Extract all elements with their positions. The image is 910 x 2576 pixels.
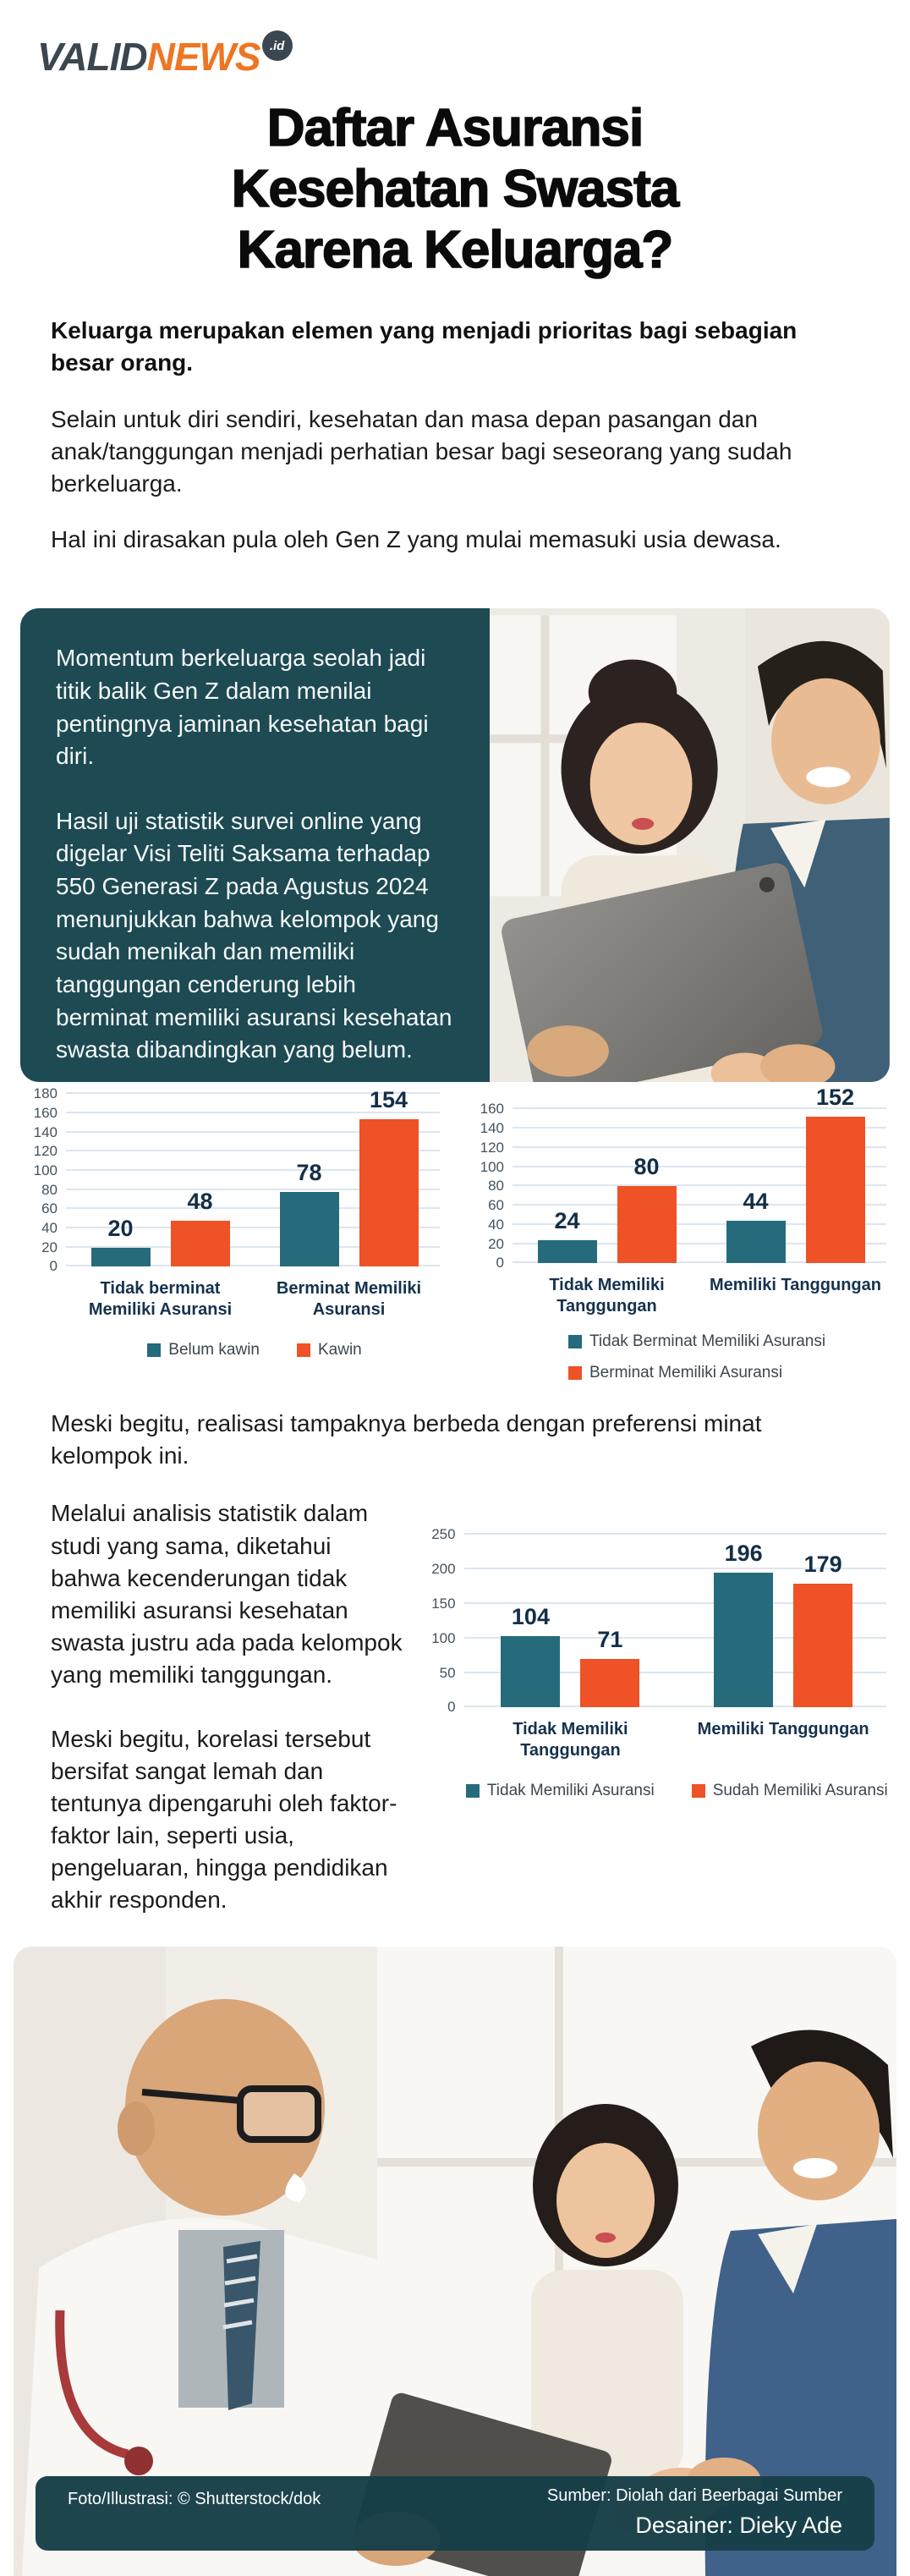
y-tick-label: 80 [41, 1181, 58, 1198]
logo-news-text: NEWS [146, 35, 260, 79]
legend-label: Tidak Memiliki Asuransi [486, 1782, 655, 1800]
plot-area [513, 1085, 890, 1263]
bar [280, 1192, 339, 1266]
y-tick-label: 60 [488, 1197, 504, 1214]
chart-plot-row [467, 1085, 890, 1272]
bar-wrapper [714, 1535, 773, 1707]
bar-wrapper [793, 1535, 852, 1707]
y-tick-label: 40 [41, 1219, 58, 1236]
y-tick-label: 250 [431, 1526, 456, 1543]
logo-valid-text: VALID [37, 35, 147, 79]
bar-value-label: 80 [633, 1154, 660, 1180]
family-tablet-photo-illustration [490, 608, 890, 1082]
bar-value-label: 48 [187, 1188, 213, 1214]
highlight-paragraph-1: Momentum berkeluarga seolah jadi titik balik Gen Z dalam menilai pentingnya jaminan kesehatan bagi diri. [56, 645, 429, 770]
bar-value-label: 196 [724, 1540, 763, 1566]
bar-chart-marital-status [20, 1085, 443, 1382]
bar [793, 1584, 852, 1707]
chart-legend [568, 1332, 890, 1382]
bar [171, 1221, 230, 1266]
bar-group [255, 1086, 443, 1266]
paragraph-2: Hal ini dirasakan pula oleh Gen Z yang mulai memasuki usia dewasa. [51, 526, 781, 553]
bar-value-label: 20 [107, 1215, 134, 1241]
bar-group [513, 1109, 701, 1263]
bar-wrapper [580, 1535, 639, 1707]
bar-groups [464, 1535, 890, 1707]
bar-wrapper [91, 1094, 151, 1266]
legend-label: Kawin [317, 1341, 362, 1359]
bar-value-label: 154 [369, 1086, 408, 1112]
plot-area [464, 1535, 890, 1707]
bar-group [66, 1094, 255, 1266]
bar-group [464, 1535, 677, 1707]
y-axis [467, 1101, 513, 1272]
analysis-section [20, 1497, 890, 1916]
title-line-2: Kesehatan Swasta [231, 159, 679, 218]
bar [714, 1573, 773, 1708]
legend-label: Tidak Berminat Memiliki Asuransi [589, 1332, 826, 1351]
y-tick-label: 50 [439, 1664, 456, 1681]
y-tick-label: 150 [431, 1596, 456, 1612]
y-tick-label: 160 [480, 1101, 504, 1118]
legend-swatch [297, 1343, 310, 1357]
chart-plot-row [20, 1085, 443, 1275]
category-labels [464, 1719, 890, 1761]
footer-right [547, 2486, 842, 2539]
charts-row [20, 1085, 890, 1382]
y-tick-label: 60 [41, 1200, 58, 1217]
legend-item [568, 1332, 825, 1351]
analysis-text-column [20, 1497, 407, 1916]
bar [580, 1659, 639, 1708]
legend-swatch [568, 1335, 582, 1348]
bar [501, 1636, 560, 1708]
legend-item [147, 1341, 260, 1359]
doctor-family-photo [14, 1947, 896, 2576]
validnews-logo [37, 35, 293, 79]
bar-value-label: 104 [511, 1603, 550, 1629]
bar-wrapper [501, 1535, 560, 1707]
legend-label: Belum kawin [168, 1341, 260, 1359]
bar-chart-dependents-interest [467, 1085, 890, 1382]
designer-credit: Desainer: Dieky Ade [635, 2513, 842, 2539]
legend-swatch [147, 1343, 161, 1357]
highlight-row [20, 608, 890, 1082]
bar-wrapper [359, 1086, 419, 1266]
title-line-1: Daftar Asuransi [266, 99, 644, 157]
header [0, 0, 910, 79]
bar-wrapper [726, 1109, 786, 1263]
y-tick-label: 120 [480, 1139, 504, 1156]
bar-wrapper [617, 1109, 677, 1263]
legend-label: Sudah Memiliki Asuransi [712, 1782, 888, 1800]
mid-paragraph: Meski begitu, realisasi tampaknya berbeda dengan preferensi minat kelompok ini. [51, 1410, 762, 1469]
legend-item [568, 1364, 782, 1382]
category-label: Tidak berminat Memiliki Asuransi [88, 1279, 233, 1320]
y-tick-label: 100 [480, 1158, 504, 1175]
legend-swatch [466, 1784, 480, 1798]
bar-wrapper [171, 1094, 230, 1266]
category-labels [66, 1278, 443, 1321]
y-axis [20, 1085, 66, 1275]
y-tick-label: 160 [33, 1104, 58, 1121]
y-tick-label: 0 [447, 1699, 456, 1716]
paragraph-1: Selain untuk diri sendiri, kesehatan dan masa depan pasangan dan anak/tanggungan menjadi perhatian besar bagi seseorang yang sudah berkeluarga. [51, 405, 792, 497]
y-tick-label: 20 [41, 1239, 58, 1255]
y-tick-label: 100 [33, 1162, 58, 1178]
bar-value-label: 152 [815, 1085, 855, 1111]
y-tick-label: 40 [488, 1216, 504, 1233]
photo-credit: Foto/Illustrasi: © Shutterstock/dok [68, 2490, 321, 2509]
bar [726, 1221, 786, 1263]
chart-legend [464, 1782, 890, 1800]
page-title [34, 98, 876, 281]
bar-wrapper [280, 1094, 339, 1266]
bar-value-label: 78 [296, 1159, 322, 1185]
y-tick-label: 80 [488, 1178, 504, 1195]
bar [91, 1248, 151, 1267]
bar-value-label: 179 [803, 1552, 842, 1578]
legend-item [297, 1341, 362, 1359]
chart-plot-row [419, 1526, 890, 1716]
analysis-chart-column [419, 1497, 890, 1916]
legend-label: Berminat Memiliki Asuransi [589, 1364, 783, 1382]
category-label: Tidak Memiliki Tanggungan [549, 1276, 665, 1316]
highlight-text-panel [20, 608, 490, 1082]
category-labels [513, 1275, 890, 1317]
analysis-paragraph-1: Melalui analisis statistik dalam studi yang sama, diketahui bahwa kecenderungan tidak memiliki asuransi kesehatan swasta justru ada pada kelompok yang memiliki tanggungan. [51, 1500, 403, 1688]
highlight-paragraph-2: Hasil uji statistik survei online yang digelar Visi Teliti Saksama terhadap 550 Generasi Z pada Agustus 2024 menunjukkan bahwa kelompok yang sudah menikah dan memiliki tanggungan cenderung lebih berminat memiliki asuransi kesehatan swasta dibandingkan yang belum. [56, 807, 452, 1063]
lead-paragraph: Keluarga merupakan elemen yang menjadi prioritas bagi sebagian besar orang. [51, 316, 798, 376]
bar-value-label: 71 [597, 1626, 623, 1652]
y-tick-label: 100 [431, 1629, 456, 1646]
bar-groups [66, 1086, 443, 1266]
y-tick-label: 0 [496, 1255, 504, 1272]
y-tick-label: 0 [49, 1258, 58, 1275]
plot-area [66, 1086, 443, 1266]
bar [806, 1117, 865, 1263]
y-tick-label: 140 [480, 1120, 504, 1137]
bar-group [677, 1535, 890, 1707]
logo-id-badge: .id [262, 30, 293, 61]
bar-groups [513, 1085, 890, 1263]
y-tick-label: 120 [33, 1143, 58, 1160]
category-label: Tidak Memiliki Tanggungan [513, 1720, 628, 1760]
chart-legend [66, 1341, 443, 1359]
y-tick-label: 140 [33, 1123, 58, 1140]
legend-swatch [568, 1366, 582, 1380]
bar-wrapper [806, 1085, 865, 1263]
category-label: Memiliki Tanggungan [710, 1276, 881, 1295]
source-credit: Sumber: Diolah dari Beerbagai Sumber [546, 2486, 842, 2506]
bar-value-label: 24 [554, 1207, 580, 1233]
legend-item [692, 1782, 888, 1800]
bar [359, 1119, 419, 1267]
legend-swatch [692, 1784, 705, 1798]
family-tablet-photo [490, 608, 890, 1082]
bar [538, 1240, 597, 1263]
y-tick-label: 20 [488, 1235, 504, 1252]
bar-value-label: 44 [743, 1189, 769, 1215]
legend-item [466, 1782, 655, 1800]
title-line-3: Karena Keluarga? [237, 220, 673, 279]
bar-chart-ownership-realization [419, 1526, 890, 1800]
y-tick-label: 180 [33, 1085, 58, 1102]
y-axis [419, 1526, 464, 1716]
footer-bar [36, 2476, 874, 2551]
category-label: Memiliki Tanggungan [697, 1720, 869, 1739]
analysis-paragraph-2: Meski begitu, korelasi tersebut bersifat sangat lemah dan tentunya dipengaruhi oleh faktor-faktor lain, seperti usia, pengeluaran, hingga pendidikan akhir responden. [51, 1725, 397, 1914]
bar-group [701, 1085, 890, 1263]
y-tick-label: 200 [431, 1561, 456, 1578]
bar-wrapper [538, 1109, 597, 1263]
category-label: Berminat Memiliki Asuransi [276, 1279, 422, 1320]
bar [617, 1186, 677, 1263]
